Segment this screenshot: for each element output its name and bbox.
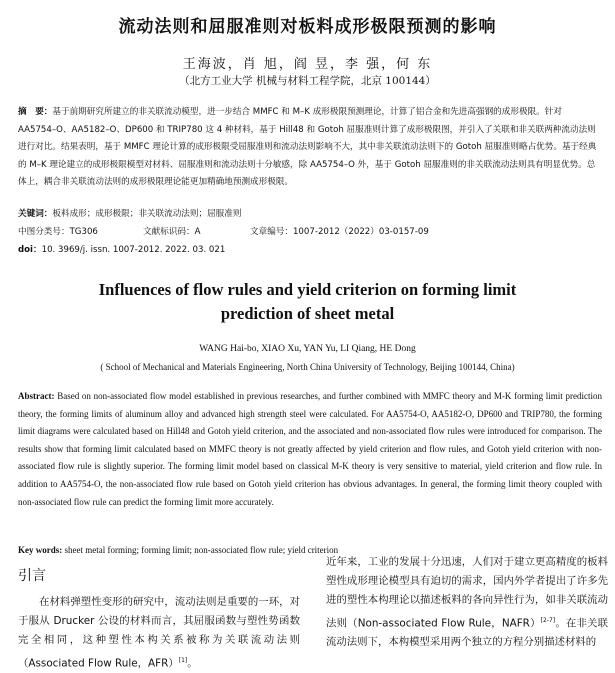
- authors-cn: 王海波，肖 旭，阎 昱，李 强，何 东: [182, 57, 433, 72]
- right-paragraph-end: 。在非关联流动法则下，本构模型采用两个独立的方程分别描述材料的: [326, 617, 608, 649]
- body-column-left: [18, 593, 300, 673]
- right-paragraph: 近年来，工业的发展十分迅速，人们对于建立更高精度的板料塑性成形理论模型具有迫切的需求，国内外学者提出了许多先进的塑性本构理论以描述板料的各向异性行为，如非关联流动法则（Non-associated Flow Rule，NAFR）: [326, 556, 608, 630]
- article-number: 文章编号：1007-2012（2022）03-0157-09: [250, 227, 429, 237]
- abstract-en: [18, 388, 602, 511]
- keywords-cn: [18, 207, 241, 219]
- keywords-cn-text: 板料成形；成形极限；非关联流动法则；屈服准则: [52, 209, 242, 219]
- right-citation: [2-7]: [540, 616, 556, 624]
- abstract-cn: [18, 104, 602, 192]
- english-title-line-1: Influences of flow rules and yield criterion on forming limit: [98, 280, 517, 299]
- english-title-line-2: prediction of sheet metal: [220, 304, 395, 323]
- abstract-en-label: Abstract:: [18, 391, 55, 401]
- left-paragraph: 在材料弹塑性变形的研究中，流动法则是重要的一环，对于服从 Drucker 公设的材料而言，其屈服函数与塑性势函数完全相同，这种塑性本构关系被称为关联流动法则（Associated Flow Rule，AFR）: [18, 596, 300, 670]
- body-column-right: [326, 553, 608, 652]
- left-citation: [1]: [178, 656, 188, 664]
- abstract-cn-text: 基于前期研究所建立的非关联流动模型，进一步结合 MMFC 和 M–K 成形极限预测理论，计算了铝合金和先进高强钢的成形极限。针对 AA5754–O、AA5182–O、DP600 和 TRIP780 这 4 种材料，基于 Hill48 和 Gotoh 屈服准则计算了成形极限图，并引入了关联和非关联两种流动法则进行对比。结果表明，基于 MMFC 理论计算的成形极限受屈服准则和流动法则影响不大，其中非关联流动法则下的 Gotoh 屈服准则略占优势。基于经典的 M–K 理论建立的成形极限模型对材料、屈服准则和流动法则十分敏感，除 AA5754–O 外，基于 Gotoh 屈服准则的非关联流动法则具有明显优势。总体上，耦合非关联流动法则的成形极限理论能更加精确地预测成形极限。: [18, 107, 597, 187]
- abstract-cn-label: 摘 要：: [18, 107, 53, 117]
- clc-number: 中图分类号：TG306: [18, 227, 98, 237]
- keywords-cn-label: 关键词：: [18, 209, 53, 219]
- doi-text: 10. 3969/j. issn. 1007-2012. 2022. 03. 021: [41, 245, 226, 255]
- section-heading-introduction: 引言: [18, 568, 46, 584]
- doi-label: doi：: [18, 245, 42, 255]
- page-title: 流动法则和屈服准则对板料成形极限预测的影响: [118, 17, 497, 37]
- document-code: 文献标识码：A: [143, 227, 201, 237]
- english-title: [0, 278, 615, 326]
- affiliation-en: ( School of Mechanical and Materials Engineering, North China University of Technology, Beijing 100144, China): [100, 362, 515, 372]
- authors-en: WANG Hai-bo, XIAO Xu, YAN Yu, LI Qiang, HE Dong: [199, 344, 416, 354]
- affiliation-cn: （北方工业大学 机械与材料工程学院，北京 100144）: [179, 75, 436, 87]
- doi-line: [18, 243, 225, 255]
- keywords-en-label: Key words:: [18, 545, 63, 555]
- left-paragraph-end: 。: [187, 657, 198, 670]
- abstract-en-text: Based on non-associated flow model established in previous researches, and further combined with MMFC theory and M-K forming limit prediction theory, the forming limits of aluminum alloy and advanced high strength steel were calculated. For AA5754-O, AA5182-O, DP600 and TRIP780, the forming limit diagrams were calculated based on Hill48 and Gotoh yield criterion, and the associated and non-associated flow rules were introduced for comparison. The results show that forming limit calculated based on MMFC theory is not greatly affected by yield criterion and flow rules, and Gotoh yield criterion with non-associated flow rule is slightly superior. The forming limit model based on classical M-K theory is very sensitive to material, yield criterion and flow rule. In addition to AA5754-O, the non-associated flow rule based on Gotoh yield criterion has obvious advantages. In general, the forming limit theory coupled with non-associated flow rule can predict the forming limit more accurately.: [18, 391, 602, 507]
- keywords-en-text: sheet metal forming; forming limit; non-associated flow rule; yield criterion: [64, 545, 339, 555]
